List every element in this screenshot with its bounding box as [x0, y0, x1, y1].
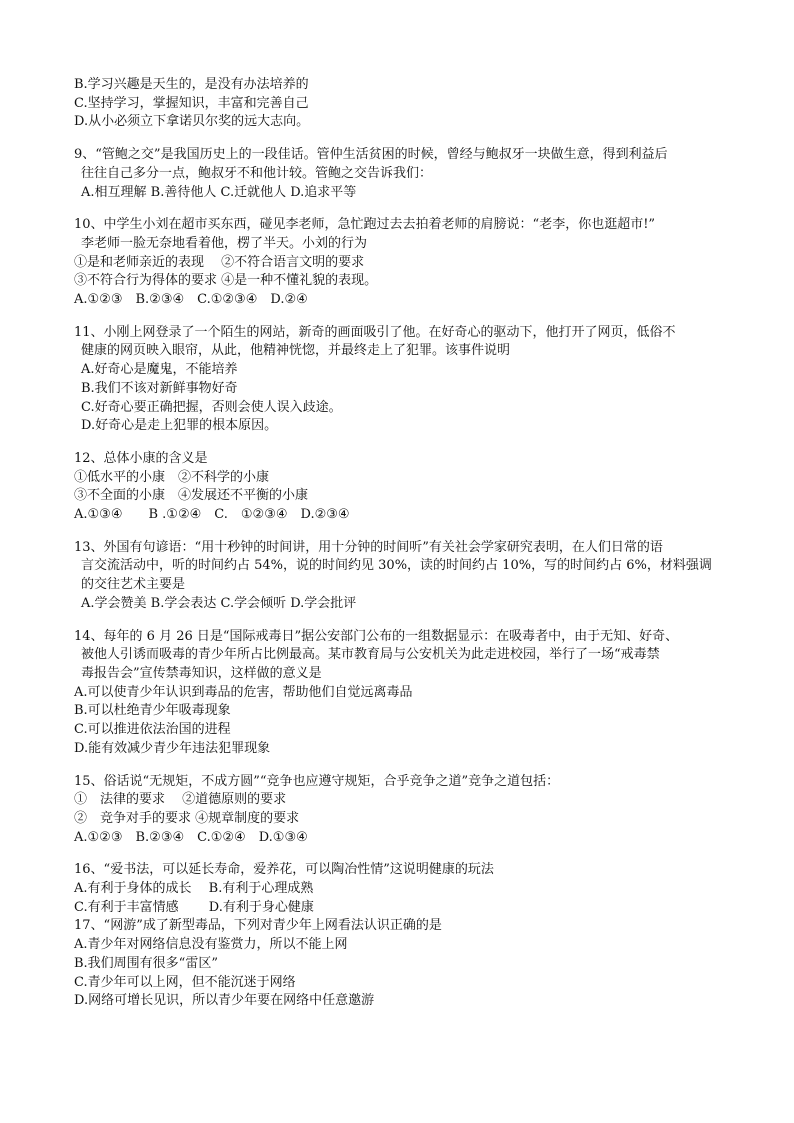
question-14 — [74, 628, 734, 759]
question-stem: 9、“管鲍之交”是我国历史上的一段佳话。管仲生活贫困的时候，曾经与鲍叔牙一块做生意，得到利益后 — [74, 147, 668, 163]
statement-line: ② 竞争对手的要求 ④规章制度的要求 — [74, 810, 300, 826]
option-line: D.能有效减少青少年违法犯罪现象 — [74, 740, 271, 756]
option-line: A.①②③ B.②③④ C.①②④ D.①③④ — [74, 829, 308, 845]
question-17 — [74, 917, 734, 1011]
question-9 — [74, 146, 734, 202]
question-15 — [74, 773, 734, 848]
question-stem: 13、外国有句谚语：“用十秒钟的时间讲，用十分钟的时间听”有关社会学家研究表明，在人们日常的语 — [74, 539, 663, 555]
option-line: A.可以使青少年认识到毒品的危害，帮助他们自觉远离毒品 — [74, 684, 413, 700]
option-line: C.好奇心要正确把握，否则会使人误入歧途。 — [81, 399, 342, 415]
question-stem: 11、小刚上网登录了一个陌生的网站，新奇的画面吸引了他。在好奇心的驱动下，他打开了网页，低俗不 — [74, 324, 676, 340]
statement-line: ① 法律的要求 ②道德原则的要求 — [74, 792, 287, 808]
option-line: C.可以推进依法治国的进程 — [74, 722, 231, 738]
question-8-options — [74, 76, 734, 132]
option-line: A.①②③ B.②③④ C.①②③④ D.②④ — [74, 292, 308, 308]
option-line: A.学会赞美 B.学会表达 C.学会倾听 D.学会批评 — [81, 595, 357, 611]
question-10 — [74, 216, 734, 310]
question-stem: 12、总体小康的含义是 — [74, 450, 208, 466]
option-line: B.学习兴趣是天生的，是没有办法培养的 — [74, 77, 309, 92]
statement-line: ①低水平的小康 ②不科学的小康 — [74, 469, 270, 485]
question-stem: 10、中学生小刘在超市买东西，碰见李老师，急忙跑过去去拍着老师的肩膀说：“老李，你也逛超市!” — [74, 217, 656, 233]
option-line: C.有利于丰富情感 D.有利于身心健康 — [74, 899, 314, 915]
question-stem: 14、每年的 6 月 26 日是“国际戒毒日”据公安部门公布的一组数据显示：在吸毒者中，由于无知、好奇、 — [74, 628, 679, 644]
question-stem: 毒报告会”宣传禁毒知识，这样做的意义是 — [81, 665, 322, 681]
option-line: D.从小必须立下拿诺贝尔奖的远大志向。 — [74, 114, 310, 130]
question-stem: 健康的网页映入眼帘，从此，他精神恍惚，并最终走上了犯罪。该事件说明 — [81, 343, 511, 359]
question-11 — [74, 324, 734, 436]
question-stem: 言交流活动中，听的时间约占 54%，说的时间约见 30%，读的时间约占 10%，写的时间约占 6%，材料强调 — [81, 558, 712, 574]
option-line: D.好奇心是走上犯罪的根本原因。 — [81, 418, 278, 434]
option-line: A.青少年对网络信息没有鉴赏力，所以不能上网 — [74, 937, 348, 953]
option-line: B.可以杜绝青少年吸毒现象 — [74, 703, 231, 719]
option-line: A.相互理解 B.善待他人 C.迁就他人 D.追求平等 — [81, 184, 357, 200]
question-12 — [74, 450, 734, 525]
question-stem: 15、俗话说“无规矩，不成方圆”“竞争也应遵守规矩，合乎竞争之道”竞争之道包括： — [74, 773, 560, 789]
statement-line: ③不符合行为得体的要求 ④是一种不懂礼貌的表现。 — [74, 273, 378, 289]
option-line: B.我们周围有很多“雷区” — [74, 955, 218, 971]
question-stem: 被他人引诱而吸毒的青少年所占比例最高。某市教育局与公安机关为此走进校园，举行了一场“戒毒禁 — [81, 647, 660, 663]
option-line: C.坚持学习，掌握知识，丰富和完善自己 — [74, 95, 309, 111]
statement-line: ①是和老师亲近的表现 ②不符合语言文明的要求 — [74, 254, 365, 270]
question-stem: 的交往艺术主要是 — [81, 577, 186, 593]
option-line: C.青少年可以上网，但不能沉迷于网络 — [74, 974, 296, 990]
option-line: A.有利于身体的成长 B.有利于心理成熟 — [74, 881, 314, 897]
question-stem: 17、“网游”成了新型毒品，下列对青少年上网看法认识正确的是 — [74, 918, 442, 934]
statement-line: ③不全面的小康 ④发展还不平衡的小康 — [74, 488, 309, 504]
question-stem: 16、“爱书法，可以延长寿命，爱养花，可以陶冶性情”这说明健康的玩法 — [74, 862, 494, 878]
exam-page — [74, 76, 734, 1011]
question-13 — [74, 539, 734, 614]
question-16 — [74, 861, 734, 917]
option-line: A.①③④ B .①②④ C. ①②③④ D.②③④ — [74, 507, 350, 523]
option-line: D.网络可增长见识，所以青少年要在网络中任意邀游 — [74, 993, 375, 1009]
question-stem: 李老师一脸无奈地看着他，楞了半天。小刘的行为 — [81, 235, 368, 251]
option-line: B.我们不该对新鲜事物好奇 — [81, 380, 238, 396]
option-line: A.好奇心是魔鬼，不能培养 — [81, 362, 238, 378]
question-stem: 往往自己多分一点，鲍叔牙不和他计较。管鲍之交告诉我们： — [81, 165, 433, 181]
